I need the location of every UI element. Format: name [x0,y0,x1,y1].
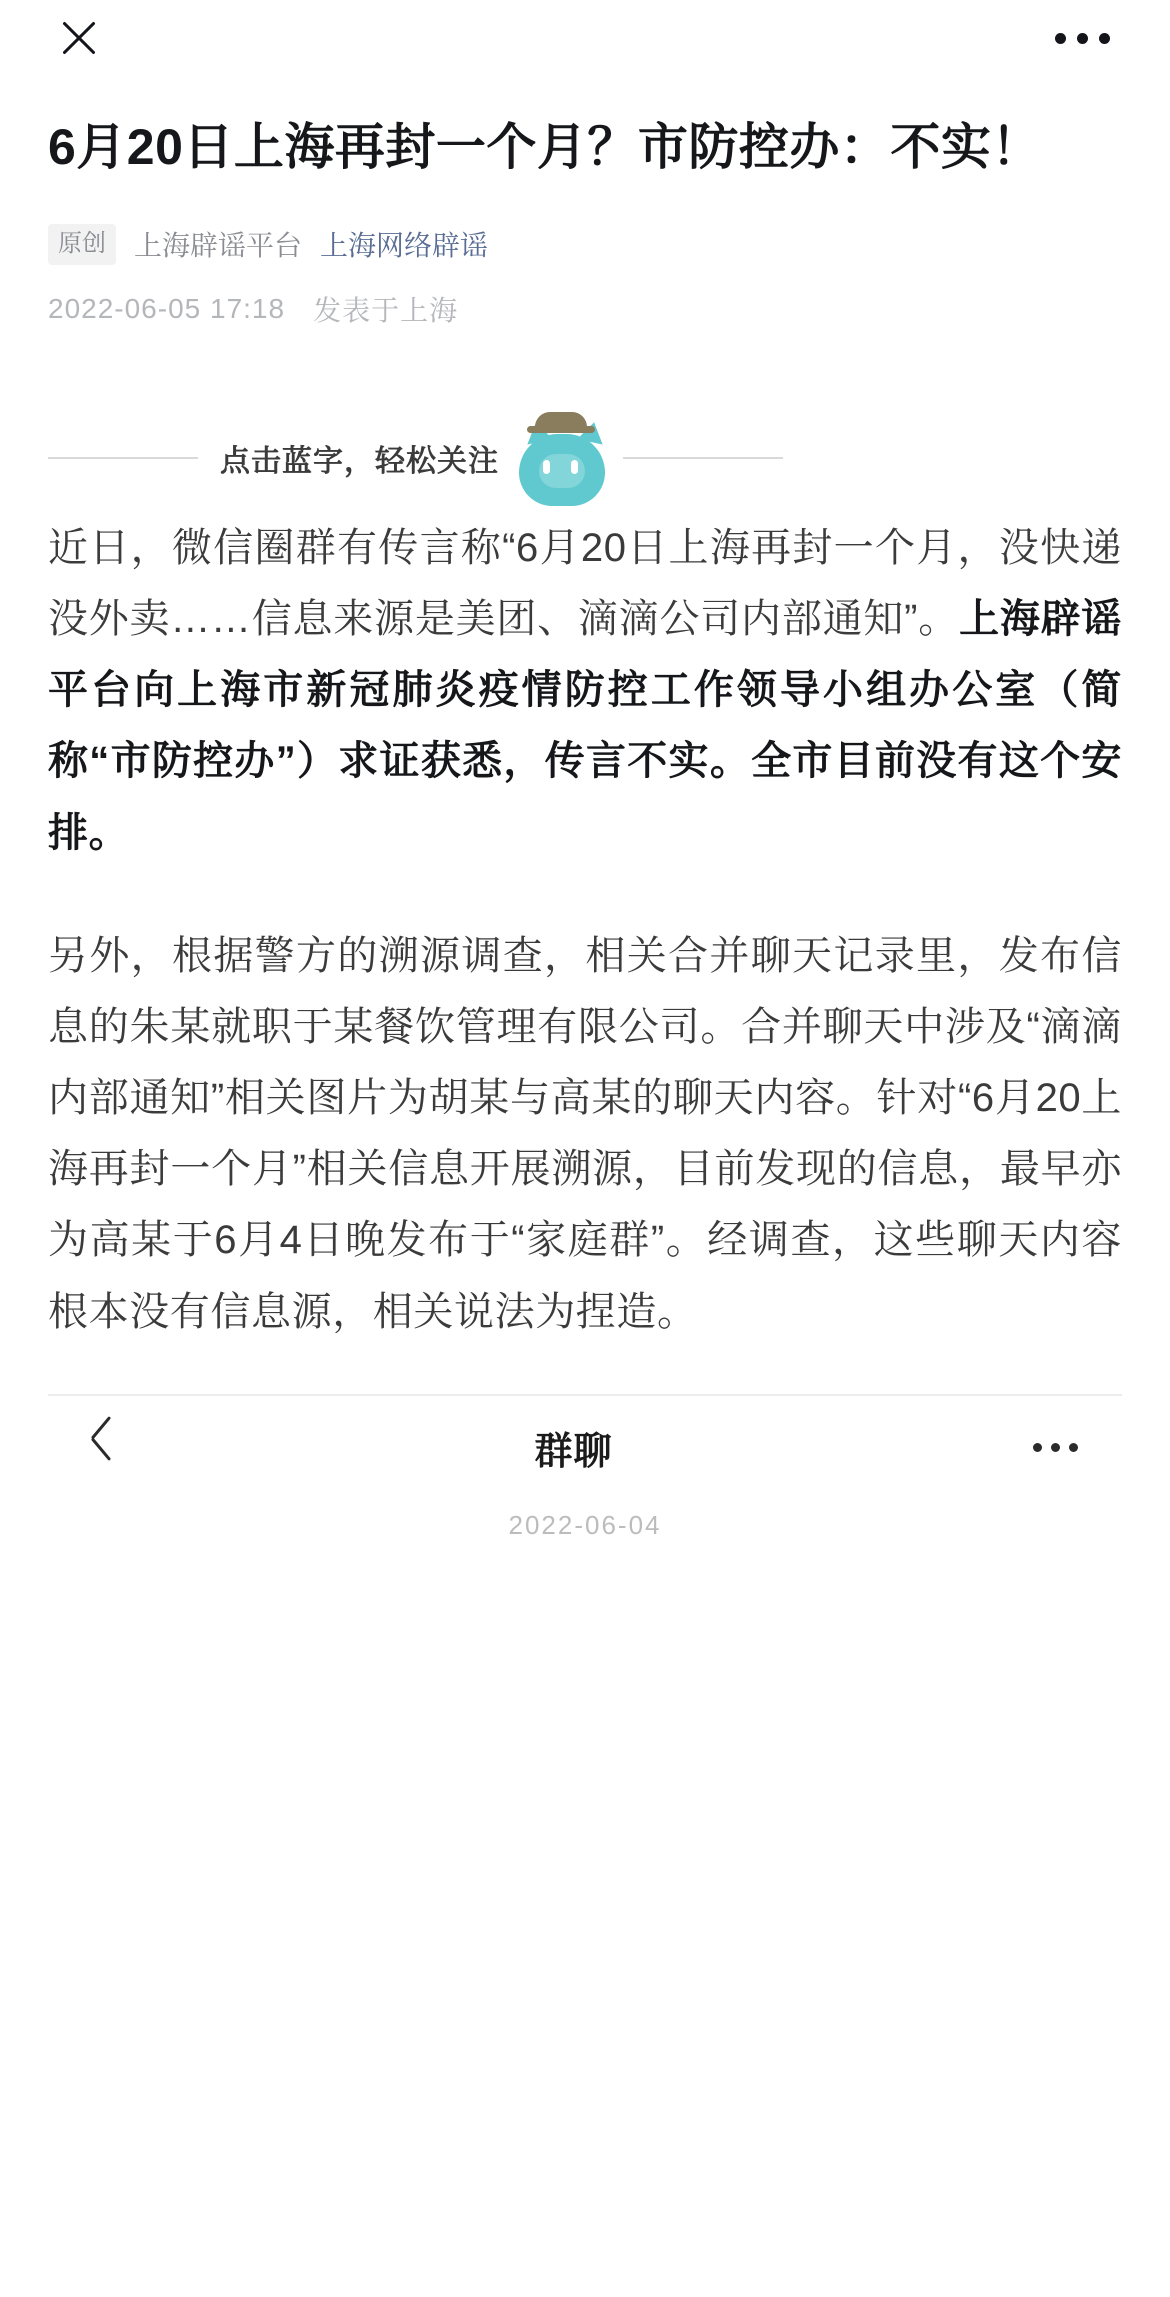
article-meta-secondary [48,289,1122,329]
back-arrow-icon[interactable] [88,1425,114,1471]
paragraph-1 [48,513,1122,869]
chat-more-dot [1033,1443,1042,1452]
chat-screenshot-card [48,1394,1122,1541]
chat-more-dot [1051,1443,1060,1452]
more-dot [1099,33,1110,44]
banner-text: 点击蓝字，轻松关注 [220,444,499,478]
chat-date-divider: 2022-06-04 [508,1509,662,1540]
more-dot [1055,33,1066,44]
top-bar [0,0,1170,76]
account-link[interactable]: 上海网络辟谣 [320,230,489,262]
chat-more-icon[interactable] [1033,1443,1078,1452]
paragraph-2: 另外，根据警方的溯源调查，相关合并聊天记录里，发布信息的朱某就职于某餐饮管理有限公司。合并聊天中涉及“滴滴内部通知”相关图片为胡某与高某的聊天内容。针对“6月20上海再封一个月”相关信息开展溯源，目前发现的信息，最早亦为高某于6月4日晚发布于“家庭群”。经调查，这些聊天内容根本没有信息源，相关说法为捏造。 [48,933,1122,1334]
cat-mascot-icon [513,410,617,506]
article-body [0,114,1170,1541]
article-meta [48,224,1122,265]
article-location: 发表于上海 [313,294,459,326]
article-datetime: 2022-06-05 17:18 [48,292,286,324]
chat-header [48,1396,1122,1500]
article-author: 上海辟谣平台 [134,230,303,262]
status-badge: 原创 [48,224,116,265]
paragraph-1-normal: 近日，微信圈群有传言称“6月20日上海再封一个月，没快递没外卖……信息来源是美团、滴滴公司内部通知”。 [48,525,1122,641]
banner-divider-left [48,457,198,459]
paragraph-spacer [48,869,1122,921]
follow-banner [48,403,1122,513]
close-icon[interactable] [56,15,102,61]
more-options-icon[interactable] [1051,23,1114,54]
paragraph-1-bold: 上海辟谣平台向上海市新冠肺炎疫情防控工作领导小组办公室（简称“市防控办”）求证获悉，传言不实。全市目前没有这个安排。 [48,596,1122,855]
chat-title: 群聊 [534,1431,613,1474]
more-dot [1077,33,1088,44]
chat-more-dot [1069,1443,1078,1452]
page-title: 6月20日上海再封一个月？市防控办：不实！ [48,119,1042,175]
banner-divider-right [623,457,783,459]
